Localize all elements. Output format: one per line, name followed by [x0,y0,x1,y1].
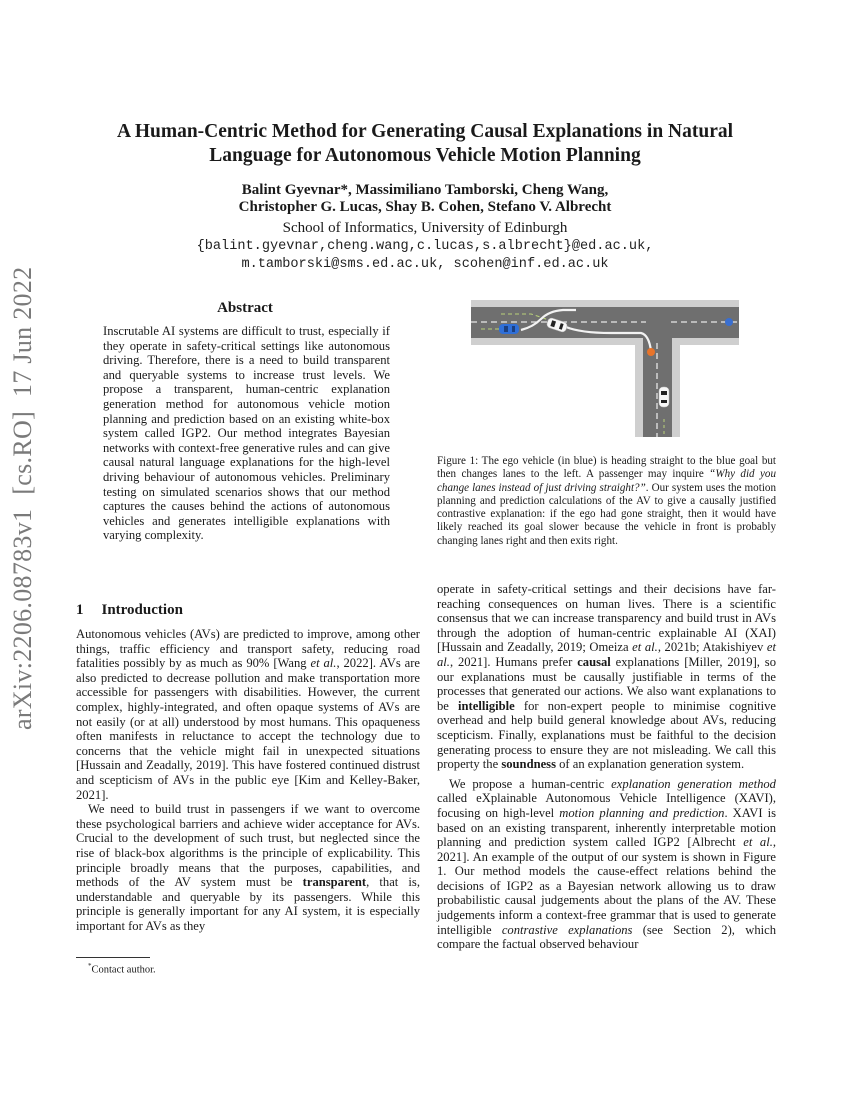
emails-line-1: {balint.gyevnar,cheng.wang,c.lucas,s.albrecht}@ed.ac.uk, [196,239,654,254]
footnote-divider [76,957,150,958]
intro-paragraph-4: We propose a human-centric explanation generation method called eXplainable Autonomous Vehicle Intelligence (XAVI), focusing on high-level motion planning and prediction. XAVI is based on an existing transparent, inherently interpretable motion planning and prediction system called IGP2 [Albrecht et al., 2021]. An example of the output of our system is shown in Figure 1. Our method models the cause-effect relations behind the decisions of IGP2 as a Bayesian network allowing us to draw probabilistic causal judgements about the plans of the AV. These judgements inform a context-free grammar that is used to generate intelligible contrastive explanations (see Section 2), which compare the factual observed behaviour [437,776,777,952]
arxiv-id: arXiv:2206.08783v1 [8,508,37,730]
intro-paragraph-3: operate in safety-critical settings and their decisions have far-reaching consequences on human lives. There is a scientific consensus that we can increase transparency and build trust in AVs through the adoption of human-centric explainable AI (XAI) [Hussain and Zeadally, 2019; Omeiza et al., 2021b; Atakishiyev et al., 2021]. Humans prefer causal explanations [Miller, 2019], so our explanations must be causally justifiable in terms of the processes that generated our actions. We also want explanations to be intelligible for non-expert people to minimise cognitive overhead and help build general knowledge about AVs, reducing scepticism. Finally, explanations must be faithful to the decision generating process to ensure they are not misleading. We call this property the soundness of an explanation generation system. [437,582,776,772]
intro-paragraph-1: Autonomous vehicles (AVs) are predicted to improve, among other things, traffic efficiency and transport safety, reducing road fatalities possibly by as much as 90% [Wang et al., 2022]. AVs are also predicted to decrease pollution and make transportation more accessible for passengers with disabilities. However, the current complex, highly-integrated, and often opaque systems of AVs are not easily (or at all) understood by most humans. This opaqueness often manifests in reluctance to accept the technology due to concerns that the vehicle might fail in unexpected situations [Hussain and Zeadally, 2019]. This have fostered continued distrust and scepticism of AVs in the public eye [Kim and Kelley-Baker, 2021]. [76,627,420,802]
figure-1-road-diagram [471,299,741,437]
intro-paragraph-2: We need to build trust in passengers if we want to overcome these psychological barriers and achieve wider acceptance for AVs. Crucial to the development of such trust, but neglected since the rise of black-box algorithms is the principle of explicability. This principle broadly means that the purposes, capabilities, and methods of the AV system must be transparent, that is, understandable and queryable by its passengers. While this principle is generally important for any AI system, it is especially important for AVs as they [76,802,420,933]
authors-line-1: Balint Gyevnar*, Massimiliano Tamborski, Cheng Wang, [241,182,609,198]
author-list [60,182,790,216]
oncoming-vehicle-white-car [659,387,669,407]
figure-1-caption: Figure 1: The ego vehicle (in blue) is heading straight to the blue goal but then changes lanes to the left. A passenger may inquire “Why did you change lanes instead of just driving straight?”. Our system uses the motion planning and prediction calculations of the AV to give a causally justified contrastive explanation: if the ego had gone straight, then it would have likely reached its goal slower because the vehicle in front is probably changing lanes right and then exits right. [437,455,776,547]
title-line-1: A Human-Centric Method for Generating Causal Explanations in Natural [116,121,734,142]
footnote-contact-author: *Contact author. [88,962,156,976]
intersection-illustration [471,299,741,437]
title-line-2: Language for Autonomous Vehicle Motion Planning [209,145,641,166]
emails-line-2: m.tamborski@sms.ed.ac.uk, scohen@inf.ed.ac.uk [241,257,609,272]
author-emails [60,238,790,274]
paper-title [60,120,790,168]
section-title: Introduction [101,602,183,618]
abstract-heading: Abstract [217,300,273,316]
affiliation: School of Informatics, University of Edinburgh [282,220,568,236]
authors-line-2: Christopher G. Lucas, Shay B. Cohen, Stefano V. Albrecht [238,199,612,215]
section-heading-introduction [76,602,183,619]
section-number: 1 [76,602,84,618]
blue-goal-dot [725,318,733,326]
introduction-left-column [76,627,420,933]
introduction-right-column [437,582,776,952]
arxiv-category: [cs.RO] [8,410,37,495]
orange-waypoint-dot [647,348,655,356]
abstract-text: Inscrutable AI systems are difficult to trust, especially if they operate in safety-critical settings like autonomous driving. Therefore, there is a need to build transparent and queryable systems to increase trust levels. We propose a transparent, human-centric explanation generation method for autonomous vehicle motion planning and prediction based on an existing white-box system called IGP2. Our method integrates Bayesian networks with context-free generative rules and can give causal natural language explanations for the high-level driving behaviour of autonomous vehicles. Preliminary testing on simulated scenarios shows that our method captures the causes behind the actions of autonomous vehicles and generates intelligible explanations with varying complexity. [103,324,390,543]
caption-label: Figure 1: [437,455,479,467]
arxiv-stamp [8,253,38,730]
ego-vehicle-blue-car [499,324,519,334]
arxiv-date: 17 Jun 2022 [8,266,37,397]
caption-quote: “Why did you change lanes instead of just driving straight?” [437,468,776,494]
